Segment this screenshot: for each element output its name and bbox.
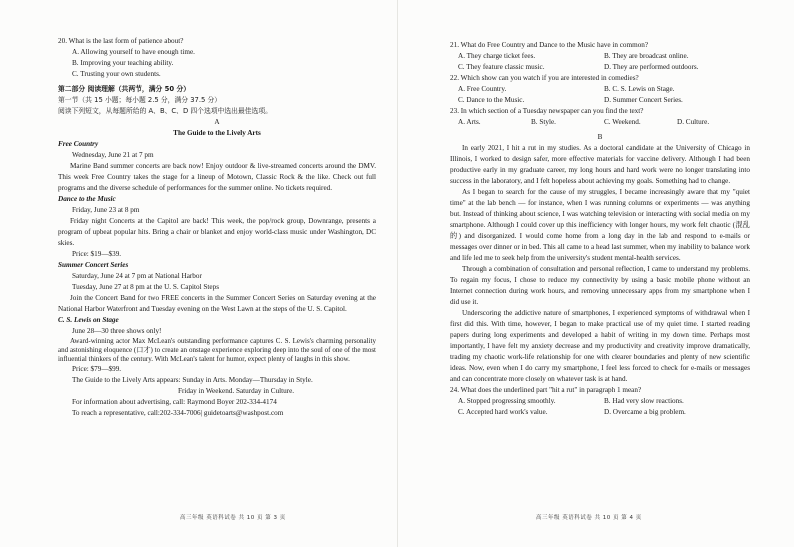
dance-price: Price: $19—$39. xyxy=(72,250,122,258)
guide-schedule-line-2: Friday in Weekend. Saturday in Culture. xyxy=(178,387,295,395)
q24-option-d: D. Overcame a big problem. xyxy=(604,408,686,416)
q23-option-a: A. Arts. xyxy=(458,118,481,126)
free-country-title: Free Country xyxy=(58,140,99,148)
passage-b-paragraph-2: As I began to search for the cause of my struggles, I became increasingly aware that my "quiet time" at the lab bench — for instance, when I was running columns or experiments — was anything but. Instead of thinking about science, I was watching television or interacting with social media on my smartphone. Although I could cover up this inefficiency with longer hours, my work felt chaotic (混乱的) and disorganized. I would come home from a long day in the lab and respond to e-mails or messages over dinner or in bed. This all came to a head last summer, when my inability to balance work and life led me to seek help from the university's student mental-health services. xyxy=(450,188,750,262)
fold-line xyxy=(397,0,398,547)
q22-options xyxy=(450,84,750,106)
q21-stem: 21. What do Free Country and Dance to the Music have in common? xyxy=(450,41,649,49)
lewis-price: Price: $79—$99. xyxy=(72,365,122,373)
q22-option-a: A. Free Country. xyxy=(458,85,507,93)
q24-option-a: A. Stopped progressing smoothly. xyxy=(458,397,556,405)
passage-a-title: The Guide to the Lively Arts xyxy=(173,129,261,137)
dance-title: Dance to the Music xyxy=(58,195,116,203)
left-page xyxy=(58,36,376,419)
dance-body: Friday night Concerts at the Capitol are back! This week, the pop/rock group, Downrange, presents a program of upbeat popular hits. Bring a chair or blanket and enjoy world-class music under Washington, DC skies. xyxy=(58,217,376,247)
q23-stem: 23. In which section of a Tuesday newspaper can you find the text? xyxy=(450,107,644,115)
passage-b-letter: B xyxy=(597,133,603,141)
q21-option-c: C. They feature classic music. xyxy=(458,63,545,71)
summer-series-title: Summer Concert Series xyxy=(58,261,129,269)
q20-option-a: A. Allowing yourself to have enough time. xyxy=(72,48,195,56)
part2-section1: 第一节（共 15 小题；每小题 2.5 分，满分 37.5 分） xyxy=(58,96,222,104)
q20-stem: 20. What is the last form of patience about? xyxy=(58,37,184,45)
q23-option-b: B. Style. xyxy=(531,118,556,126)
q21-option-b: B. They are broadcast online. xyxy=(604,52,689,60)
q22-option-b: B. C. S. Lewis on Stage. xyxy=(604,85,675,93)
summer-series-body: Join the Concert Band for two FREE concerts in the Summer Concert Series on Saturday evening at the National Harbor Waterfront and Tuesday evening on the West Lawn at the steps of the U. S. Capitol. xyxy=(58,294,376,313)
summer-series-time-1: Saturday, June 24 at 7 pm at National Harbor xyxy=(72,272,202,280)
passage-b-paragraph-3: Through a combination of consultation and personal reflection, I came to understand my problems. To regain my focus, I chose to reduce my connectivity by using a basic mobile phone without an Internet connection during work hours, and removing unnecessary apps from my smartphone when I did use it. xyxy=(450,265,750,306)
q20-option-c: C. Trusting your own students. xyxy=(72,70,161,78)
guide-schedule-line-1: The Guide to the Lively Arts appears: Sunday in Arts. Monday—Thursday in Style. xyxy=(72,376,313,384)
q24-options xyxy=(450,396,750,418)
lewis-time: June 28—30 three shows only! xyxy=(72,327,162,335)
passage-b-paragraph-1: In early 2021, I hit a rut in my studies. As a doctoral candidate at the University of Chicago in Illinois, I worked to design safer, more effective materials for vaccine delivery. Although I had been productive early in my graduate career, my long hours and hard work were no longer translating into success in the laboratory, and I felt hopeless about achieving my goals. Something had to change. xyxy=(450,144,750,185)
q23-option-c: C. Weekend. xyxy=(604,118,641,126)
left-page-footer: 高三年级 英语科试卷 共 10 页 第 3 页 xyxy=(180,515,286,521)
q20-option-b: B. Improving your teaching ability. xyxy=(72,59,174,67)
q24-option-c: C. Accepted hard work's value. xyxy=(458,408,548,416)
q24-stem: 24. What does the underlined part "hit a rut" in paragraph 1 mean? xyxy=(450,386,642,394)
part2-title: 第二部分 阅读理解（共两节，满分 50 分） xyxy=(58,85,191,93)
free-country-time: Wednesday, June 21 at 7 pm xyxy=(72,151,154,159)
right-page-footer: 高三年级 英语科试卷 共 10 页 第 4 页 xyxy=(536,515,642,521)
q22-option-c: C. Dance to the Music. xyxy=(458,96,525,104)
q22-stem: 22. Which show can you watch if you are interested in comedies? xyxy=(450,74,639,82)
passage-b-paragraph-4: Underscoring the addictive nature of smartphones, I experienced symptoms of withdrawal when I first did this. With time, however, I began to make practical use of my quiet time. I started reading papers during long experiments and developed a habit of writing in my down time. Perhaps most importantly, I have felt my anxiety decrease and my productivity and creativity improve dramatically, trading my chaotic work-life relationship for one with clearer boundaries and plenty of new scientific ideas. Now, even when I do carry my smartphone, I feel less forced to check for e-mails or messages and can concentrate more closely on whatever task is at hand. xyxy=(450,309,750,383)
right-page xyxy=(450,40,750,418)
q22-option-d: D. Summer Concert Series. xyxy=(604,96,683,104)
representative-contact: To reach a representative, call:202-334-7006| guidetoarts@washpost.com xyxy=(72,409,284,417)
lewis-body: Award-winning actor Max McLean's outstanding performance captures C. S. Lewis's charming personality and astonishing eloquence (口才) to create an onstage experience exploring deep into the soul of one of the most influential thinkers of the century. With McLean's talent for humor, expect plenty of laughs in this show. xyxy=(58,337,376,363)
passage-a-letter: A xyxy=(214,118,220,126)
q21-option-a: A. They charge ticket fees. xyxy=(458,52,536,60)
part2-instructions: 阅读下列短文，从每题所给的 A、B、C、D 四个选项中选出最佳选项。 xyxy=(58,107,272,115)
q24-option-b: B. Had very slow reactions. xyxy=(604,397,684,405)
q21-option-d: D. They are performed outdoors. xyxy=(604,63,699,71)
q23-options xyxy=(450,117,750,128)
advertising-contact: For information about advertising, call: Raymond Boyer 202-334-4174 xyxy=(72,398,277,406)
dance-time: Friday, June 23 at 8 pm xyxy=(72,206,140,214)
free-country-body: Marine Band summer concerts are back now! Enjoy outdoor & live-streamed concerts around the DMV. This week Free Country takes the stage for a lineup of Motown, Classic Rock & the like. Check out full programs and the diverse schedule of performances for the summer online. No tickets required. xyxy=(58,162,376,192)
summer-series-time-2: Tuesday, June 27 at 8 pm at the U. S. Capitol Steps xyxy=(72,283,220,291)
q23-option-d: D. Culture. xyxy=(677,118,710,126)
lewis-title: C. S. Lewis on Stage xyxy=(58,316,119,324)
q21-options xyxy=(450,51,750,73)
